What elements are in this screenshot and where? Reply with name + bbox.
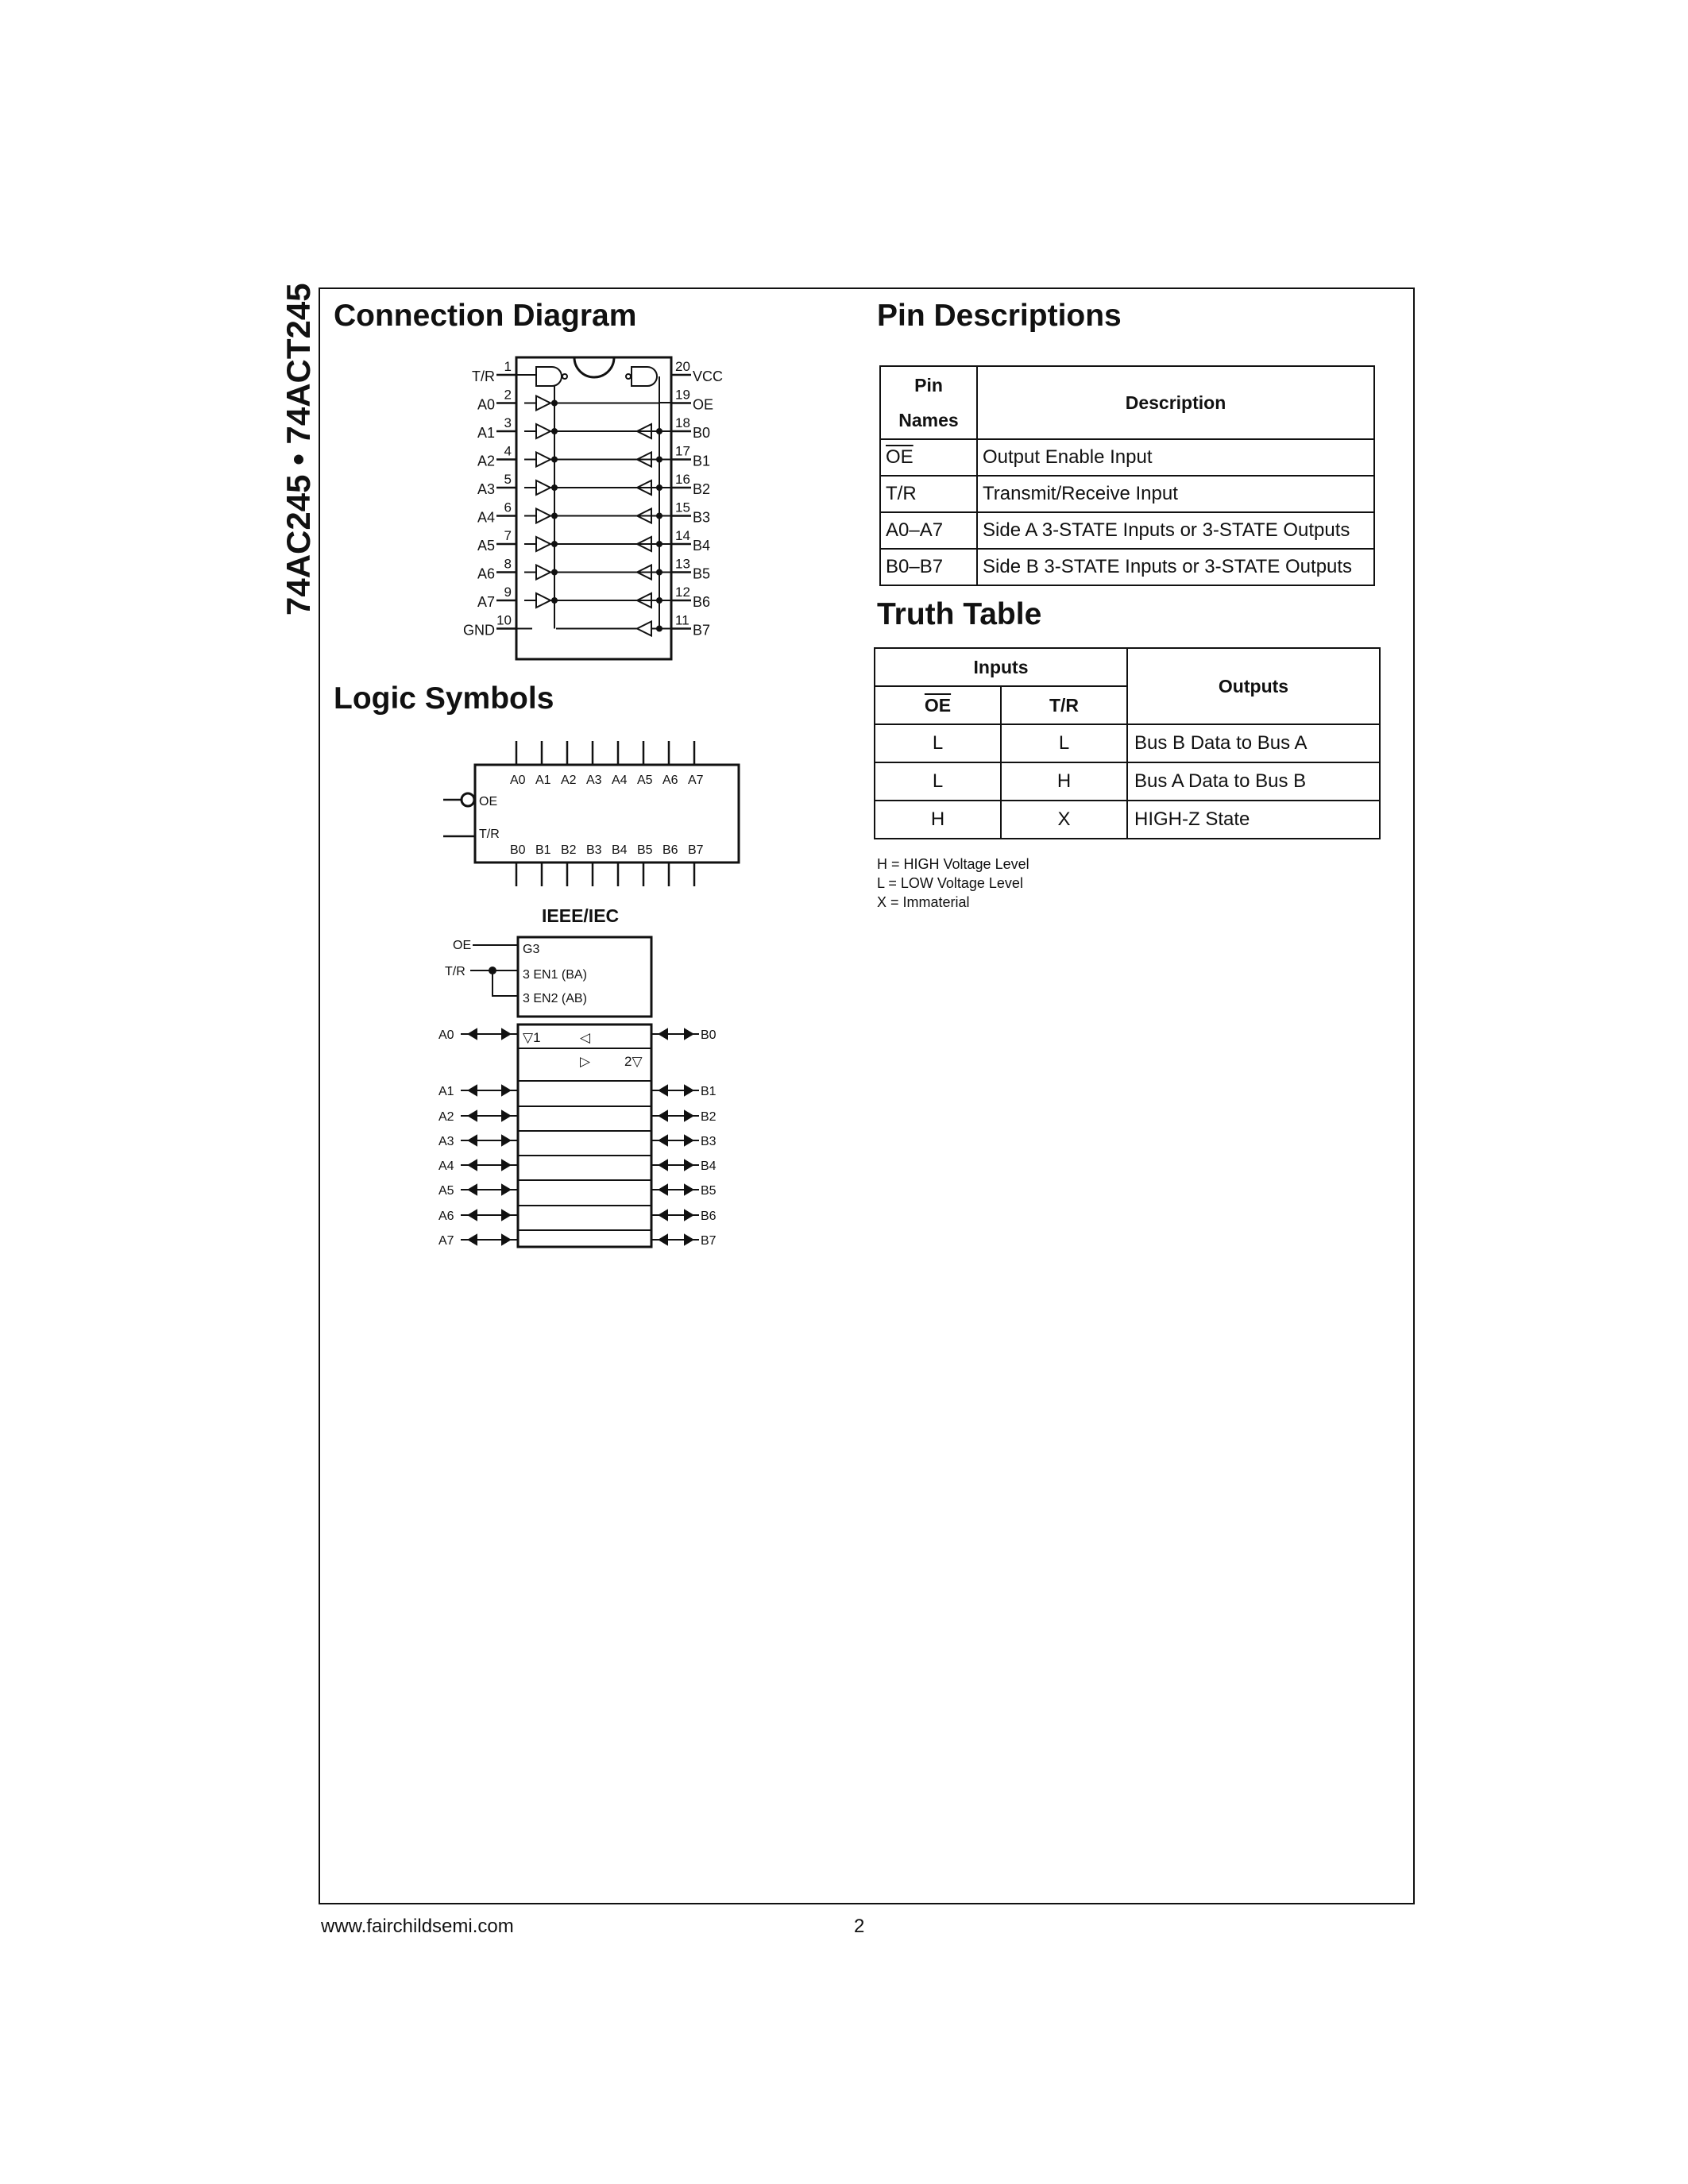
oe-cell: L [875, 724, 1001, 762]
ieee-symbol [437, 929, 731, 1255]
note-line: H = HIGH Voltage Level [877, 856, 1029, 872]
tr-label: T/R [479, 828, 500, 841]
pin-name: B0–B7 [880, 549, 977, 585]
pin-label: VCC [693, 369, 724, 384]
pin-label: OE [693, 396, 714, 413]
a-label: A2 [438, 1110, 454, 1124]
pin-description: Side B 3-STATE Inputs or 3-STATE Outputs [977, 549, 1374, 585]
a-label: A3 [438, 1135, 454, 1148]
pin-description: Transmit/Receive Input [977, 476, 1374, 512]
pin-number: 4 [504, 443, 512, 459]
b-label: B6 [701, 1210, 717, 1223]
pin-number: 3 [504, 415, 512, 430]
pin-number: 2 [504, 387, 512, 403]
tr-cell: X [1001, 801, 1127, 839]
oe-input-label: OE [453, 939, 472, 952]
pin-label: A3 [477, 481, 495, 497]
pin-label: B2 [693, 481, 711, 497]
note-line: X = Immaterial [877, 894, 970, 910]
pin-label: B0 [693, 425, 711, 441]
side-title: 74AC245 • 74ACT245 [280, 283, 317, 615]
pin-number: 9 [504, 585, 512, 600]
pin-label: GND [463, 622, 495, 639]
pin-number: 16 [675, 472, 690, 487]
table-row [880, 549, 1374, 585]
inputs-header: Inputs [875, 648, 1127, 686]
logic-symbol [437, 735, 747, 893]
table-row [880, 439, 1374, 476]
output-cell: HIGH-Z State [1127, 801, 1380, 839]
a-label: A4 [438, 1160, 454, 1173]
b-label: B4 [701, 1160, 717, 1173]
pin-number: 19 [675, 387, 690, 403]
description-header: Description [977, 366, 1374, 439]
pin-name: T/R [880, 476, 977, 512]
pin-label: B1 [693, 453, 711, 469]
pin-header-line1: Pin [914, 375, 943, 396]
a-label: A0 [438, 1028, 454, 1042]
pin-label: A0 [477, 396, 495, 413]
pin-label: B4 [693, 538, 711, 554]
pin-label: A1 [477, 425, 495, 441]
pin-number: 13 [675, 556, 690, 572]
bottom-label: B7 [688, 843, 704, 857]
output-cell: Bus A Data to Bus B [1127, 762, 1380, 801]
pin-descriptions-heading: Pin Descriptions [877, 299, 1122, 333]
pin-descriptions-table [879, 365, 1375, 586]
oe-label: OE [479, 795, 498, 808]
pin-description: Output Enable Input [977, 439, 1374, 476]
oe-header: $\overline{OE}$ [875, 686, 1001, 724]
row1-mid: ▷ [580, 1054, 591, 1069]
pin-number: 11 [675, 612, 689, 628]
pin-number: 14 [675, 528, 690, 543]
connection-diagram-heading: Connection Diagram [334, 299, 637, 333]
pin-label: A7 [477, 594, 495, 610]
truth-table-notes [877, 855, 1029, 912]
table-row [875, 724, 1380, 762]
en1-label: 3 EN1 (BA) [523, 968, 587, 982]
ieee-caption: IEEE/IEC [542, 905, 620, 926]
bottom-label: B0 [510, 843, 526, 857]
oe-cell: L [875, 762, 1001, 801]
and-gate [632, 367, 657, 386]
row0-left: ▽1 [523, 1030, 541, 1045]
row1-right: 2▽ [624, 1054, 643, 1069]
pin-number: 17 [675, 443, 690, 459]
logic-symbols-heading: Logic Symbols [334, 681, 554, 716]
bottom-label: B2 [561, 843, 577, 857]
buffer-a [524, 593, 659, 608]
pin-number: 6 [504, 500, 512, 515]
pin-number: 5 [504, 472, 512, 487]
b-label: B0 [701, 1028, 717, 1042]
row0-mid: ◁ [580, 1030, 591, 1045]
bottom-label: B1 [535, 843, 551, 857]
b-label: B3 [701, 1135, 717, 1148]
pin-number: 10 [496, 612, 512, 628]
tr-cell: L [1001, 724, 1127, 762]
trace [492, 970, 518, 996]
table-row [875, 762, 1380, 801]
bottom-label: B4 [612, 843, 628, 857]
inverter-bubble [562, 374, 567, 379]
pin-label: A6 [477, 565, 495, 582]
pin-label: A2 [477, 453, 495, 469]
pin-table-header-row [880, 366, 1374, 439]
oe-bubble [462, 793, 474, 806]
top-label: A3 [586, 774, 602, 787]
pin-label: B3 [693, 509, 711, 526]
top-label: A5 [637, 774, 653, 787]
buffer-a [524, 396, 659, 411]
top-label: A7 [688, 774, 704, 787]
footer-url[interactable]: www.fairchildsemi.com [321, 1916, 514, 1937]
buffer-b [556, 622, 671, 636]
pin-label: A4 [477, 509, 495, 526]
b-label: B7 [701, 1234, 717, 1248]
a-label: A5 [438, 1184, 454, 1198]
table-row [880, 476, 1374, 512]
pin-label: T/R [472, 369, 495, 384]
tr-input-label: T/R [445, 965, 465, 978]
buffer-a [524, 453, 659, 467]
pin-number: 8 [504, 556, 512, 572]
outputs-header: Outputs [1127, 648, 1380, 724]
truth-table [874, 647, 1381, 839]
a-label: A6 [438, 1210, 454, 1223]
pin-label: A5 [477, 538, 495, 554]
pin-name: $\overline{OE}$ [880, 439, 977, 476]
bottom-label: B5 [637, 843, 653, 857]
tr-cell: H [1001, 762, 1127, 801]
pin-number: 7 [504, 528, 512, 543]
bottom-label: B6 [662, 843, 678, 857]
top-label: A4 [612, 774, 628, 787]
output-cell: Bus B Data to Bus A [1127, 724, 1380, 762]
connection-diagram [461, 353, 731, 667]
pin-number: 15 [675, 500, 690, 515]
a-label: A7 [438, 1234, 454, 1248]
top-label: A6 [662, 774, 678, 787]
pin-header-line2: Names [898, 410, 959, 430]
buffer-a [524, 480, 659, 495]
buffer-a [524, 537, 659, 551]
pin-number: 1 [504, 359, 512, 374]
pin-name: A0–A7 [880, 512, 977, 549]
note-line: L = LOW Voltage Level [877, 875, 1023, 891]
en2-label: 3 EN2 (AB) [523, 992, 587, 1005]
top-label: A1 [535, 774, 551, 787]
pin-description: Side A 3-STATE Inputs or 3-STATE Outputs [977, 512, 1374, 549]
a-label: A1 [438, 1085, 454, 1098]
pin-label: B6 [693, 594, 711, 610]
b-label: B1 [701, 1085, 717, 1098]
and-gate [536, 367, 562, 386]
table-row [875, 801, 1380, 839]
tr-header: T/R [1001, 686, 1127, 724]
truth-table-heading: Truth Table [877, 597, 1042, 631]
buffer-a [524, 565, 659, 580]
truth-header-row [875, 648, 1380, 686]
page-number: 2 [854, 1916, 865, 1937]
pin-label: B7 [693, 622, 711, 639]
oe-cell: H [875, 801, 1001, 839]
pin-names-header [880, 366, 977, 439]
pin-number: 12 [675, 585, 690, 600]
buffer-a [524, 509, 659, 523]
b-label: B2 [701, 1110, 717, 1124]
g3-label: G3 [523, 943, 540, 956]
top-label: A2 [561, 774, 577, 787]
b-label: B5 [701, 1184, 717, 1198]
table-row [880, 512, 1374, 549]
top-label: A0 [510, 774, 526, 787]
pin-number: 20 [675, 359, 690, 374]
pin-label: B5 [693, 565, 711, 582]
inverter-bubble [626, 374, 631, 379]
buffer-a [524, 424, 659, 438]
pin-number: 18 [675, 415, 690, 430]
bottom-label: B3 [586, 843, 602, 857]
